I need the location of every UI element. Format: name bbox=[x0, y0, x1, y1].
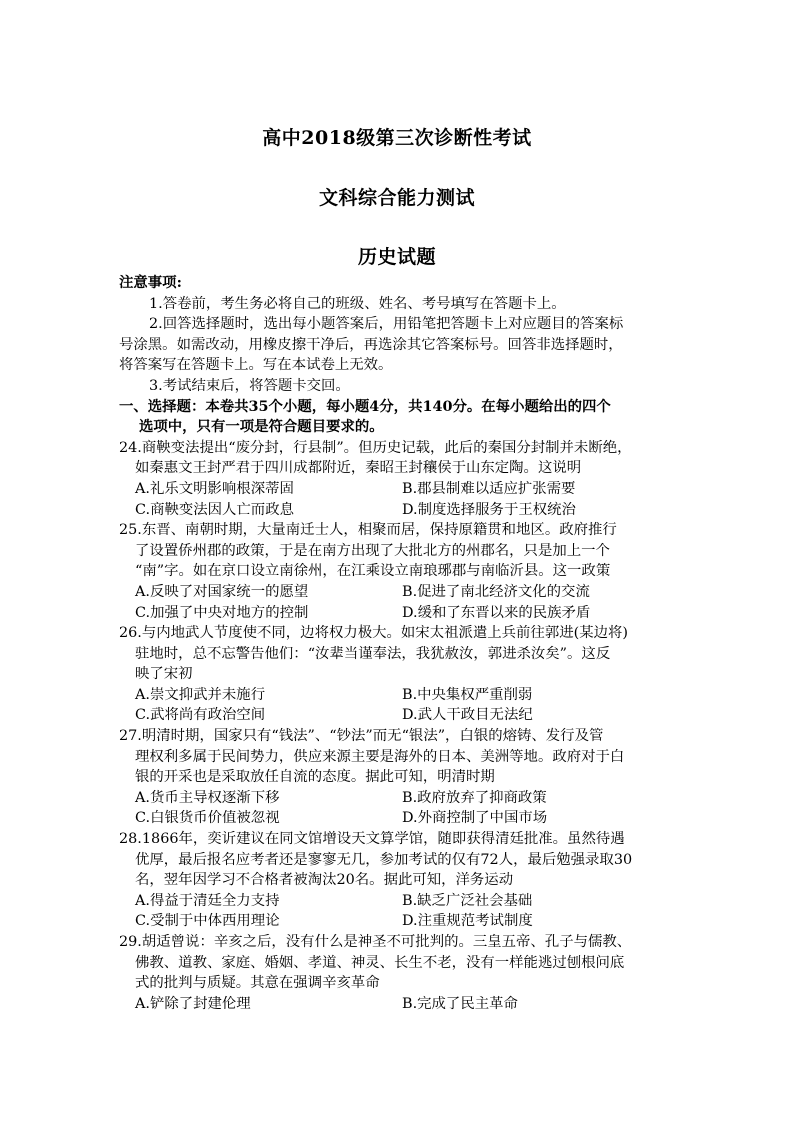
notice-item-2-cont: 号涂黑。如需改动，用橡皮擦干净后，再选涂其它答案标号。回答非选择题时， bbox=[119, 336, 623, 353]
option-row bbox=[119, 911, 679, 932]
question-27 bbox=[119, 726, 679, 829]
option-c: C.加强了中央对地方的控制 bbox=[135, 604, 309, 621]
option-row bbox=[119, 994, 679, 1015]
question-stem: 25.东晋、南朝时期，大量南迁士人，相聚而居，保持原籍贯和地区。政府推行 bbox=[119, 522, 617, 539]
option-d: D.外商控制了中国市场 bbox=[402, 810, 548, 827]
question-stem: 28.1866年，奕䜣建议在同文馆增设天文算学馆，随即获得清廷批准。虽然待遇 bbox=[119, 831, 625, 848]
subject-title: 历史试题 bbox=[357, 246, 436, 268]
option-d: D.注重规范考试制度 bbox=[402, 913, 533, 930]
question-24 bbox=[119, 438, 679, 520]
option-d: D.武人干政目无法纪 bbox=[402, 707, 533, 724]
question-stem-cont: “南”字。如在京口设立南徐州，在江乘设立南琅琊郡与南临沂县。这一政策 bbox=[135, 563, 611, 580]
question-stem-cont: 佛教、道教、家庭、婚姻、孝道、神灵、长生不老，没有一样能逃过刨根问底 bbox=[135, 954, 625, 971]
option-row bbox=[119, 603, 679, 624]
option-b: B.缺乏广泛社会基础 bbox=[402, 892, 533, 909]
option-row bbox=[119, 500, 679, 521]
option-c: C.白银货币价值被忽视 bbox=[135, 810, 280, 827]
question-stem-cont: 名，翌年因学习不合格者被淘汰20名。据此可知，洋务运动 bbox=[135, 872, 514, 889]
option-a: A.得益于清廷全力支持 bbox=[135, 892, 280, 909]
option-b: B.促进了南北经济文化的交流 bbox=[402, 583, 590, 600]
question-stem: 27.明清时期，国家只有“钱法”、“钞法”而无“银法”，白银的熔铸、发行及管 bbox=[119, 728, 604, 745]
exam-content bbox=[119, 273, 679, 1014]
section-heading: 一、选择题：本卷共35个小题，每小题4分，共140分。在每小题给出的四个 bbox=[119, 397, 611, 415]
option-row bbox=[119, 479, 679, 500]
question-stem-cont: 驻地时，总不忘警告他们：“汝辈当谨奉法，我犹赦汝，郭进杀汝矣”。这反 bbox=[135, 645, 611, 662]
option-row bbox=[119, 685, 679, 706]
question-stem-cont: 了设置侨州郡的政策，于是在南方出现了大批北方的州郡名，只是加上一个 bbox=[135, 542, 610, 559]
option-b: B.完成了民主革命 bbox=[402, 995, 518, 1012]
question-stem-cont: 式的批判与质疑。其意在强调辛亥革命 bbox=[135, 975, 380, 992]
option-c: C.武将尚有政治空间 bbox=[135, 707, 266, 724]
notice-item-3: 3.考试结束后，将答题卡交回。 bbox=[149, 377, 350, 394]
option-row bbox=[119, 582, 679, 603]
question-stem-cont: 优厚，最后报名应考者还是寥寥无几，参加考试的仅有72人，最后勉强录取30 bbox=[135, 851, 633, 868]
option-a: A.铲除了封建伦理 bbox=[135, 995, 251, 1012]
section-heading-cont: 选项中，只有一项是符合题目要求的。 bbox=[139, 418, 384, 436]
exam-title: 高中2018级第三次诊断性考试 bbox=[262, 127, 532, 149]
question-25 bbox=[119, 520, 679, 623]
question-26 bbox=[119, 623, 679, 726]
question-stem-cont: 银的开采也是采取放任自流的态度。据此可知，明清时期 bbox=[135, 769, 495, 786]
option-b: B.郡县制难以适应扩张需要 bbox=[402, 480, 576, 497]
option-c: C.商鞅变法因人亡而政息 bbox=[135, 501, 294, 518]
question-29 bbox=[119, 932, 679, 1014]
option-b: B.中央集权严重削弱 bbox=[402, 686, 533, 703]
option-c: C.受制于中体西用理论 bbox=[135, 913, 280, 930]
option-d: D.缓和了东晋以来的民族矛盾 bbox=[402, 604, 591, 621]
option-a: A.崇文抑武并未施行 bbox=[135, 686, 266, 703]
question-stem-cont: 理权利多属于民间势力，供应来源主要是海外的日本、美洲等地。政府对于白 bbox=[135, 748, 625, 765]
option-row bbox=[119, 891, 679, 912]
notice-item-2-cont: 将答案写在答题卡上。写在本试卷上无效。 bbox=[119, 357, 393, 374]
question-stem-cont: 如秦惠文王封严君于四川成都附近，秦昭王封穰侯于山东定陶。这说明 bbox=[135, 460, 582, 477]
option-a: A.货币主导权逐渐下移 bbox=[135, 789, 280, 806]
question-stem: 26.与内地武人节度使不同，边将权力极大。如宋太祖派遣上兵前往郭进(某边将) bbox=[119, 625, 629, 642]
notice-item-1: 1.答卷前，考生务必将自己的班级、姓名、考号填写在答题卡上。 bbox=[149, 295, 566, 312]
exam-subtitle: 文科综合能力测试 bbox=[318, 187, 475, 209]
question-28 bbox=[119, 829, 679, 932]
question-stem-cont: 映了宋初 bbox=[135, 666, 193, 683]
option-a: A.反映了对国家统一的愿望 bbox=[135, 583, 309, 600]
option-row bbox=[119, 788, 679, 809]
option-row bbox=[119, 808, 679, 829]
option-a: A.礼乐文明影响根深蒂固 bbox=[135, 480, 294, 497]
question-stem: 24.商鞅变法提出“废分封，行县制”。但历史记载，此后的秦国分封制并未断绝， bbox=[119, 439, 632, 456]
option-b: B.政府放弃了抑商政策 bbox=[402, 789, 547, 806]
option-d: D.制度选择服务于王权统治 bbox=[402, 501, 576, 518]
question-stem: 29.胡适曾说：辛亥之后，没有什么是神圣不可批判的。三皇五帝、孔子与儒教、 bbox=[119, 934, 632, 950]
notice-item-2: 2.回答选择题时，选出每小题答案后，用铅笔把答题卡上对应题目的答案标 bbox=[149, 316, 624, 333]
notice-heading: 注意事项: bbox=[119, 274, 182, 291]
option-row bbox=[119, 705, 679, 726]
